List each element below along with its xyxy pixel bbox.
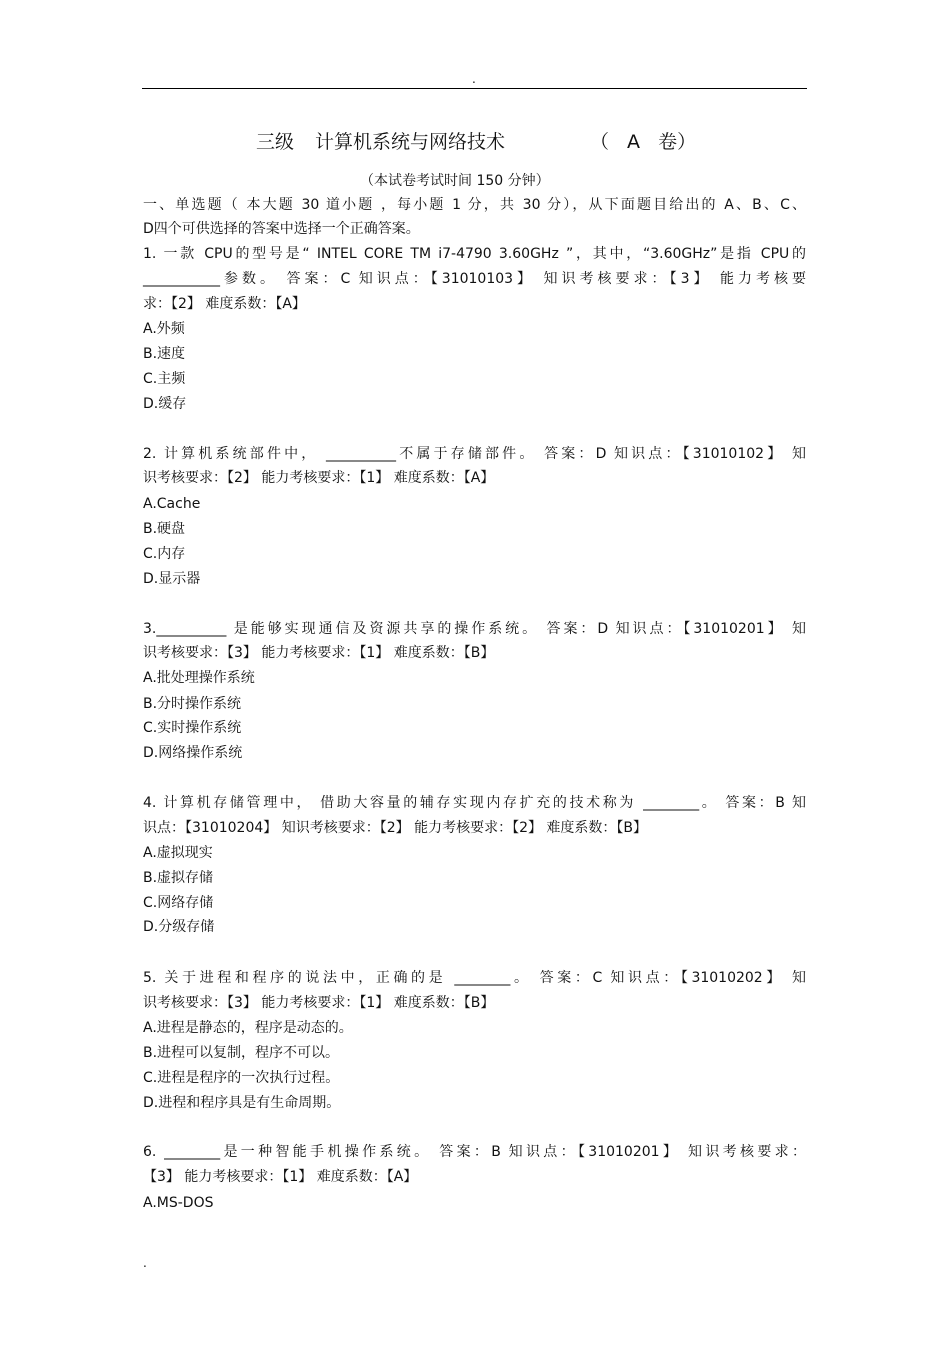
header-rule xyxy=(142,88,807,89)
question-6-line-2: 【3】 能力考核要求：【1】 难度系数：【A】 xyxy=(143,1169,418,1185)
question-1-line-2: ___________参数。 答案：C 知识点：【31010103】 知识考核要求：【3】 能力考核要 xyxy=(143,271,806,287)
question-2-option-b: B.硬盘 xyxy=(143,521,186,537)
footer-dot: . xyxy=(143,1256,147,1270)
section-line-2: D四个可供选择的答案中选择一个正确答案。 xyxy=(143,221,420,237)
question-5-option-a: A.进程是静态的，程序是动态的。 xyxy=(143,1020,353,1036)
question-4-line-1: 4. 计算机存储管理中， 借助大容量的辅存实现内存扩充的技术称为 ________。 答案：B 知 xyxy=(143,795,806,811)
question-4-option-a: A.虚拟现实 xyxy=(143,845,213,861)
question-3-line-1: 3.__________ 是能够实现通信及资源共享的操作系统。 答案：D 知识点：【31010201】 知 xyxy=(143,621,806,637)
question-1-option-c: C.主频 xyxy=(143,371,186,387)
question-2-line-2: 识考核要求：【2】 能力考核要求：【1】 难度系数：【A】 xyxy=(143,470,495,486)
question-5-line-2: 识考核要求：【3】 能力考核要求：【1】 难度系数：【B】 xyxy=(143,995,495,1011)
question-2-option-c: C.内存 xyxy=(143,546,186,562)
question-1-option-a: A.外频 xyxy=(143,321,185,337)
question-6-line-1: 6. ________是一种智能手机操作系统。 答案：B 知识点：【31010201】 知识考核要求： xyxy=(143,1144,806,1160)
question-3-option-c: C.实时操作系统 xyxy=(143,720,242,736)
question-5-option-c: C.进程是程序的一次执行过程。 xyxy=(143,1070,340,1086)
question-1-option-d: D.缓存 xyxy=(143,396,187,412)
question-5-option-b: B.进程可以复制，程序不可以。 xyxy=(143,1045,340,1061)
question-2-line-1: 2. 计算机系统部件中， __________不属于存储部件。 答案：D 知识点：【31010102】 知 xyxy=(143,446,806,462)
question-3-option-d: D.网络操作系统 xyxy=(143,745,243,761)
header-dot: . xyxy=(472,72,476,86)
question-1-line-3: 求：【2】 难度系数：【A】 xyxy=(143,296,306,312)
question-5-line-1: 5. 关于进程和程序的说法中，正确的是 ________。 答案：C 知识点：【31010202】 知 xyxy=(143,970,806,986)
question-1-option-b: B.速度 xyxy=(143,346,186,362)
question-4-option-b: B.虚拟存储 xyxy=(143,870,214,886)
question-5-option-d: D.进程和程序具是有生命周期。 xyxy=(143,1095,341,1111)
section-line-1: 一、单选题（ 本大题 30 道小题 ，每小题 1 分，共 30 分），从下面题目给出的 A、B、C、 xyxy=(143,197,806,213)
question-3-option-b: B.分时操作系统 xyxy=(143,696,242,712)
question-2-option-a: A.Cache xyxy=(143,496,201,512)
question-3-line-2: 识考核要求：【3】 能力考核要求：【1】 难度系数：【B】 xyxy=(143,645,495,661)
question-1-line-1: 1. 一款 CPU的型号是“ INTEL CORE TM i7-4790 3.60GHz ”，其中，“3.60GHz”是指 CPU的 xyxy=(143,246,806,262)
question-4-option-c: C.网络存储 xyxy=(143,895,214,911)
question-4-line-2: 识点：【31010204】 知识考核要求：【2】 能力考核要求：【2】 难度系数：【B】 xyxy=(143,820,648,836)
title-level: 三级 xyxy=(256,131,295,153)
question-4-option-d: D.分级存储 xyxy=(143,919,215,935)
title-subject: 计算机系统与网络技术 xyxy=(315,131,506,153)
question-6-option-a: A.MS-DOS xyxy=(143,1195,214,1211)
title-paper: （ A 卷） xyxy=(590,131,697,153)
exam-time: （本试卷考试时间 150 分钟） xyxy=(360,173,550,189)
question-2-option-d: D.显示器 xyxy=(143,571,201,587)
question-3-option-a: A.批处理操作系统 xyxy=(143,670,255,686)
